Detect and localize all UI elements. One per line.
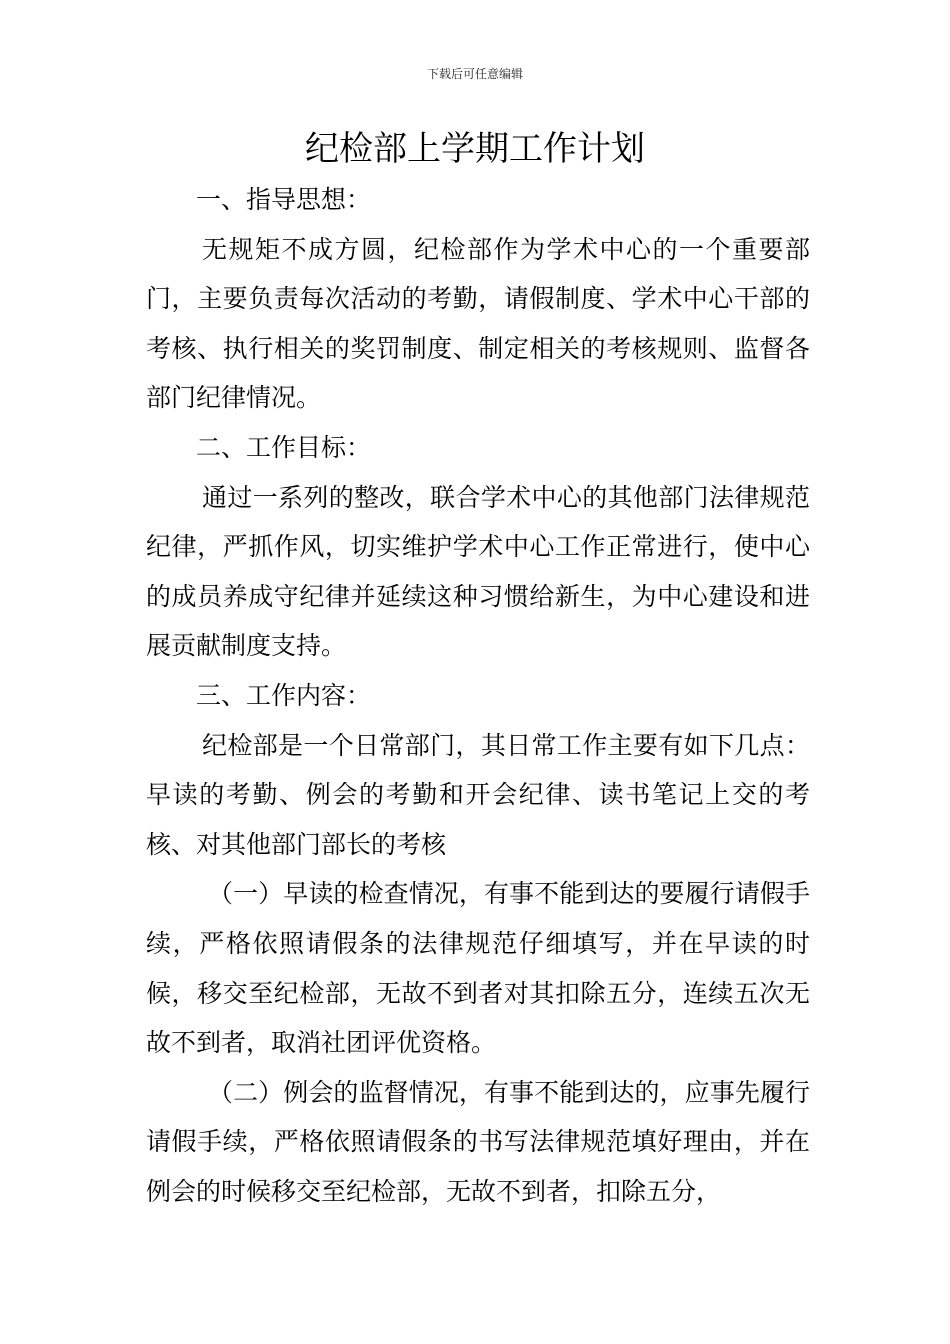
document-title: 纪检部上学期工作计划 (305, 129, 645, 169)
header-note: 下载后可任意编辑 (426, 67, 523, 81)
list-item-morning-reading: （一）早读的检查情况，有事不能到达的要履行请假手续，严格依照请假条的法律规范仔细填写，并在早读的时候，移交至纪检部，无故不到者对其扣除五分，连续五次无故不到者，取消社团评优资格。 (146, 879, 810, 1058)
section-heading-work-goals: 二、工作目标： (196, 432, 372, 462)
paragraph-work-content: 纪检部是一个日常部门，其日常工作主要有如下几点：早读的考勤、例会的考勤和开会纪律、读书笔记上交的考核、对其他部门部长的考核 (146, 730, 810, 859)
document-body (146, 175, 810, 1216)
section-heading-guiding-ideology: 一、指导思想： (196, 185, 372, 214)
list-item-regular-meeting: （二）例会的监督情况，有事不能到达的，应事先履行请假手续，严格依照请假条的书写法律规范填好理由，并在例会的时候移交至纪检部，无故不到者，扣除五分， (146, 1077, 810, 1206)
paragraph-work-goals: 通过一系列的整改，联合学术中心的其他部门法律规范纪律，严抓作风，切实维护学术中心工作正常进行，使中心的成员养成守纪律并延续这种习惯给新生，为中心建设和进展贡献制度支持。 (146, 482, 810, 661)
paragraph-guiding-ideology: 无规矩不成方圆，纪检部作为学术中心的一个重要部门，主要负责每次活动的考勤，请假制度、学术中心干部的考核、执行相关的奖罚制度、制定相关的考核规则、监督各部门纪律情况。 (146, 234, 810, 413)
section-heading-work-content: 三、工作内容： (196, 680, 372, 710)
